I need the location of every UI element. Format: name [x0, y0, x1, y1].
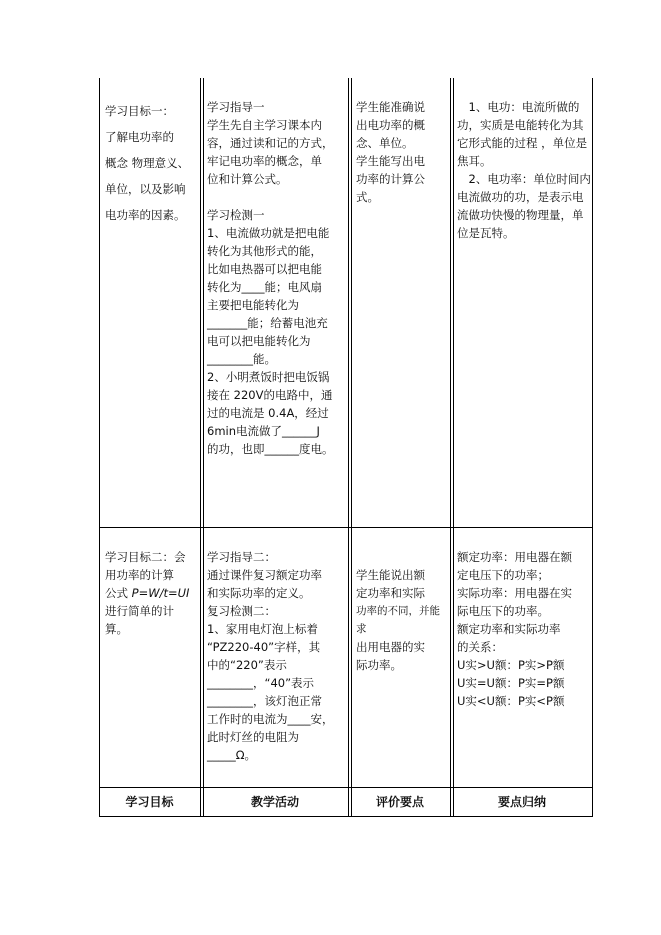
evaluation-line: 念、单位。 [356, 136, 414, 150]
goal-line: 进行简单的计 [105, 604, 174, 618]
summary-cell-2 [457, 548, 591, 710]
row-divider [99, 527, 593, 528]
goal-text: 公式 [105, 586, 128, 600]
check-line: 此时灯丝的电阻为 [207, 730, 299, 744]
check-line: “PZ220-40”字样，其 [207, 640, 321, 654]
goal-line [105, 584, 199, 602]
check-line: _____Ω。 [207, 748, 257, 762]
check-line: 中的“220”表示 [207, 658, 287, 672]
guide-line: 和实际功率的定义。 [207, 586, 311, 600]
evaluation-line: 式。 [356, 190, 379, 204]
summary-line: U实=U额：P实=P额 [457, 676, 565, 690]
guide-line: 位和计算公式。 [207, 172, 288, 186]
column-divider [450, 78, 454, 817]
check-line: 工作时的电流为____安， [207, 712, 334, 726]
summary-line: 焦耳。 [457, 154, 492, 168]
summary-line: 实际功率：用电器在实 [457, 586, 572, 600]
evaluation-line: 际功率。 [356, 658, 402, 672]
evaluation-line: 出用电器的实 [356, 640, 425, 654]
column-divider [200, 78, 204, 817]
guide-line: 通过课件复习额定功率 [207, 568, 322, 582]
check-title: 复习检测二： [207, 604, 276, 618]
goal-cell-2 [105, 548, 199, 638]
goal-line: 了解电功率的 [105, 130, 174, 144]
check-line: 比如电热器可以把电能 [207, 262, 322, 276]
summary-line: 定电压下的功率； [457, 568, 549, 582]
check-line: 的功，也即______度电。 [207, 442, 334, 456]
evaluation-line: 定功率和实际 [356, 586, 425, 600]
summary-cell-1 [457, 98, 591, 242]
column-header-goal: 学习目标 [125, 795, 174, 809]
goal-line: 单位，以及影响 [105, 182, 186, 196]
check-line: _______能；给蓄电池充 [207, 316, 328, 330]
activity-cell-2 [207, 548, 349, 764]
lesson-table [99, 78, 593, 817]
summary-line: 2、电功率：单位时间内 [468, 172, 591, 186]
check-line: ________，该灯泡正常 [207, 694, 322, 708]
column-header-activity: 教学活动 [250, 795, 299, 809]
evaluation-line: 功率的计算公 [356, 172, 425, 186]
evaluation-line: 出电功率的概 [356, 118, 425, 132]
evaluation-line: 学生能说出额 [356, 568, 425, 582]
check-line: 过的电流是 0.4A，经过 [207, 406, 329, 420]
check-line: 1、电流做功就是把电能 [207, 226, 330, 240]
table-border-bottom [99, 816, 593, 817]
summary-line: 际电压下的功率。 [457, 604, 549, 618]
goal-line: 学习目标一： [105, 104, 174, 118]
activity-cell-1 [207, 98, 349, 458]
goal-line: 概念 物理意义、 [105, 156, 190, 170]
evaluation-line: 功率的不同，并能求 [356, 605, 440, 635]
check-line: 1、家用电灯泡上标着 [207, 622, 318, 636]
check-line: 6min电流做了______J [207, 424, 320, 438]
check-line: 接在 220V的电路中，通 [207, 388, 333, 402]
column-header-summary: 要点归纳 [497, 795, 546, 809]
summary-line: 位是瓦特。 [457, 226, 515, 240]
summary-line: 1、电功：电流所做的 [468, 100, 580, 114]
goal-cell-1 [105, 98, 199, 228]
summary-line: 额定功率和实际功率 [457, 622, 561, 636]
goal-line: 学习目标二：会 [105, 550, 186, 564]
table-border-right [592, 78, 593, 817]
evaluation-cell-1 [356, 98, 450, 206]
check-line: 电可以把电能转化为 [207, 334, 311, 348]
guide-title: 学习指导一 [207, 100, 265, 114]
goal-line: 算。 [105, 622, 128, 636]
summary-line: 流做功快慢的物理量，单 [457, 208, 584, 222]
check-line: ________，“40”表示 [207, 676, 315, 690]
goal-line: 电功率的因素。 [105, 208, 186, 222]
check-line: 主要把电能转化为 [207, 298, 299, 312]
column-header-evaluation: 评价要点 [375, 795, 424, 809]
evaluation-line: 学生能写出电 [356, 154, 425, 168]
summary-line: 功，实质是电能转化为其 [457, 118, 584, 132]
table-border-left [99, 78, 100, 817]
evaluation-line: 学生能准确说 [356, 100, 425, 114]
summary-line: 额定功率：用电器在额 [457, 550, 572, 564]
summary-line: 它形式能的过程 ，单位是 [457, 136, 588, 150]
goal-line: 用功率的计算 [105, 568, 174, 582]
check-line: ________能。 [207, 352, 276, 366]
check-line: 转化为其他形式的能， [207, 244, 322, 258]
power-formula: P=W/t=UI [131, 586, 190, 600]
evaluation-cell-2 [356, 566, 450, 674]
summary-line: 电流做功的功，是表示电 [457, 190, 584, 204]
guide-line: 容，通过读和记的方式， [207, 136, 334, 150]
check-line: 2、小明煮饭时把电饭锅 [207, 370, 330, 384]
guide-title: 学习指导二： [207, 550, 276, 564]
summary-line: U实>U额：P实>P额 [457, 658, 565, 672]
summary-line: U实<U额：P实<P额 [457, 694, 565, 708]
guide-line: 学生先自主学习课本内 [207, 118, 322, 132]
summary-line: 的关系： [457, 640, 503, 654]
row-divider [99, 787, 593, 788]
check-title: 学习检测一 [207, 208, 265, 222]
check-line: 转化为____能；电风扇 [207, 280, 322, 294]
guide-line: 牢记电功率的概念，单 [207, 154, 322, 168]
